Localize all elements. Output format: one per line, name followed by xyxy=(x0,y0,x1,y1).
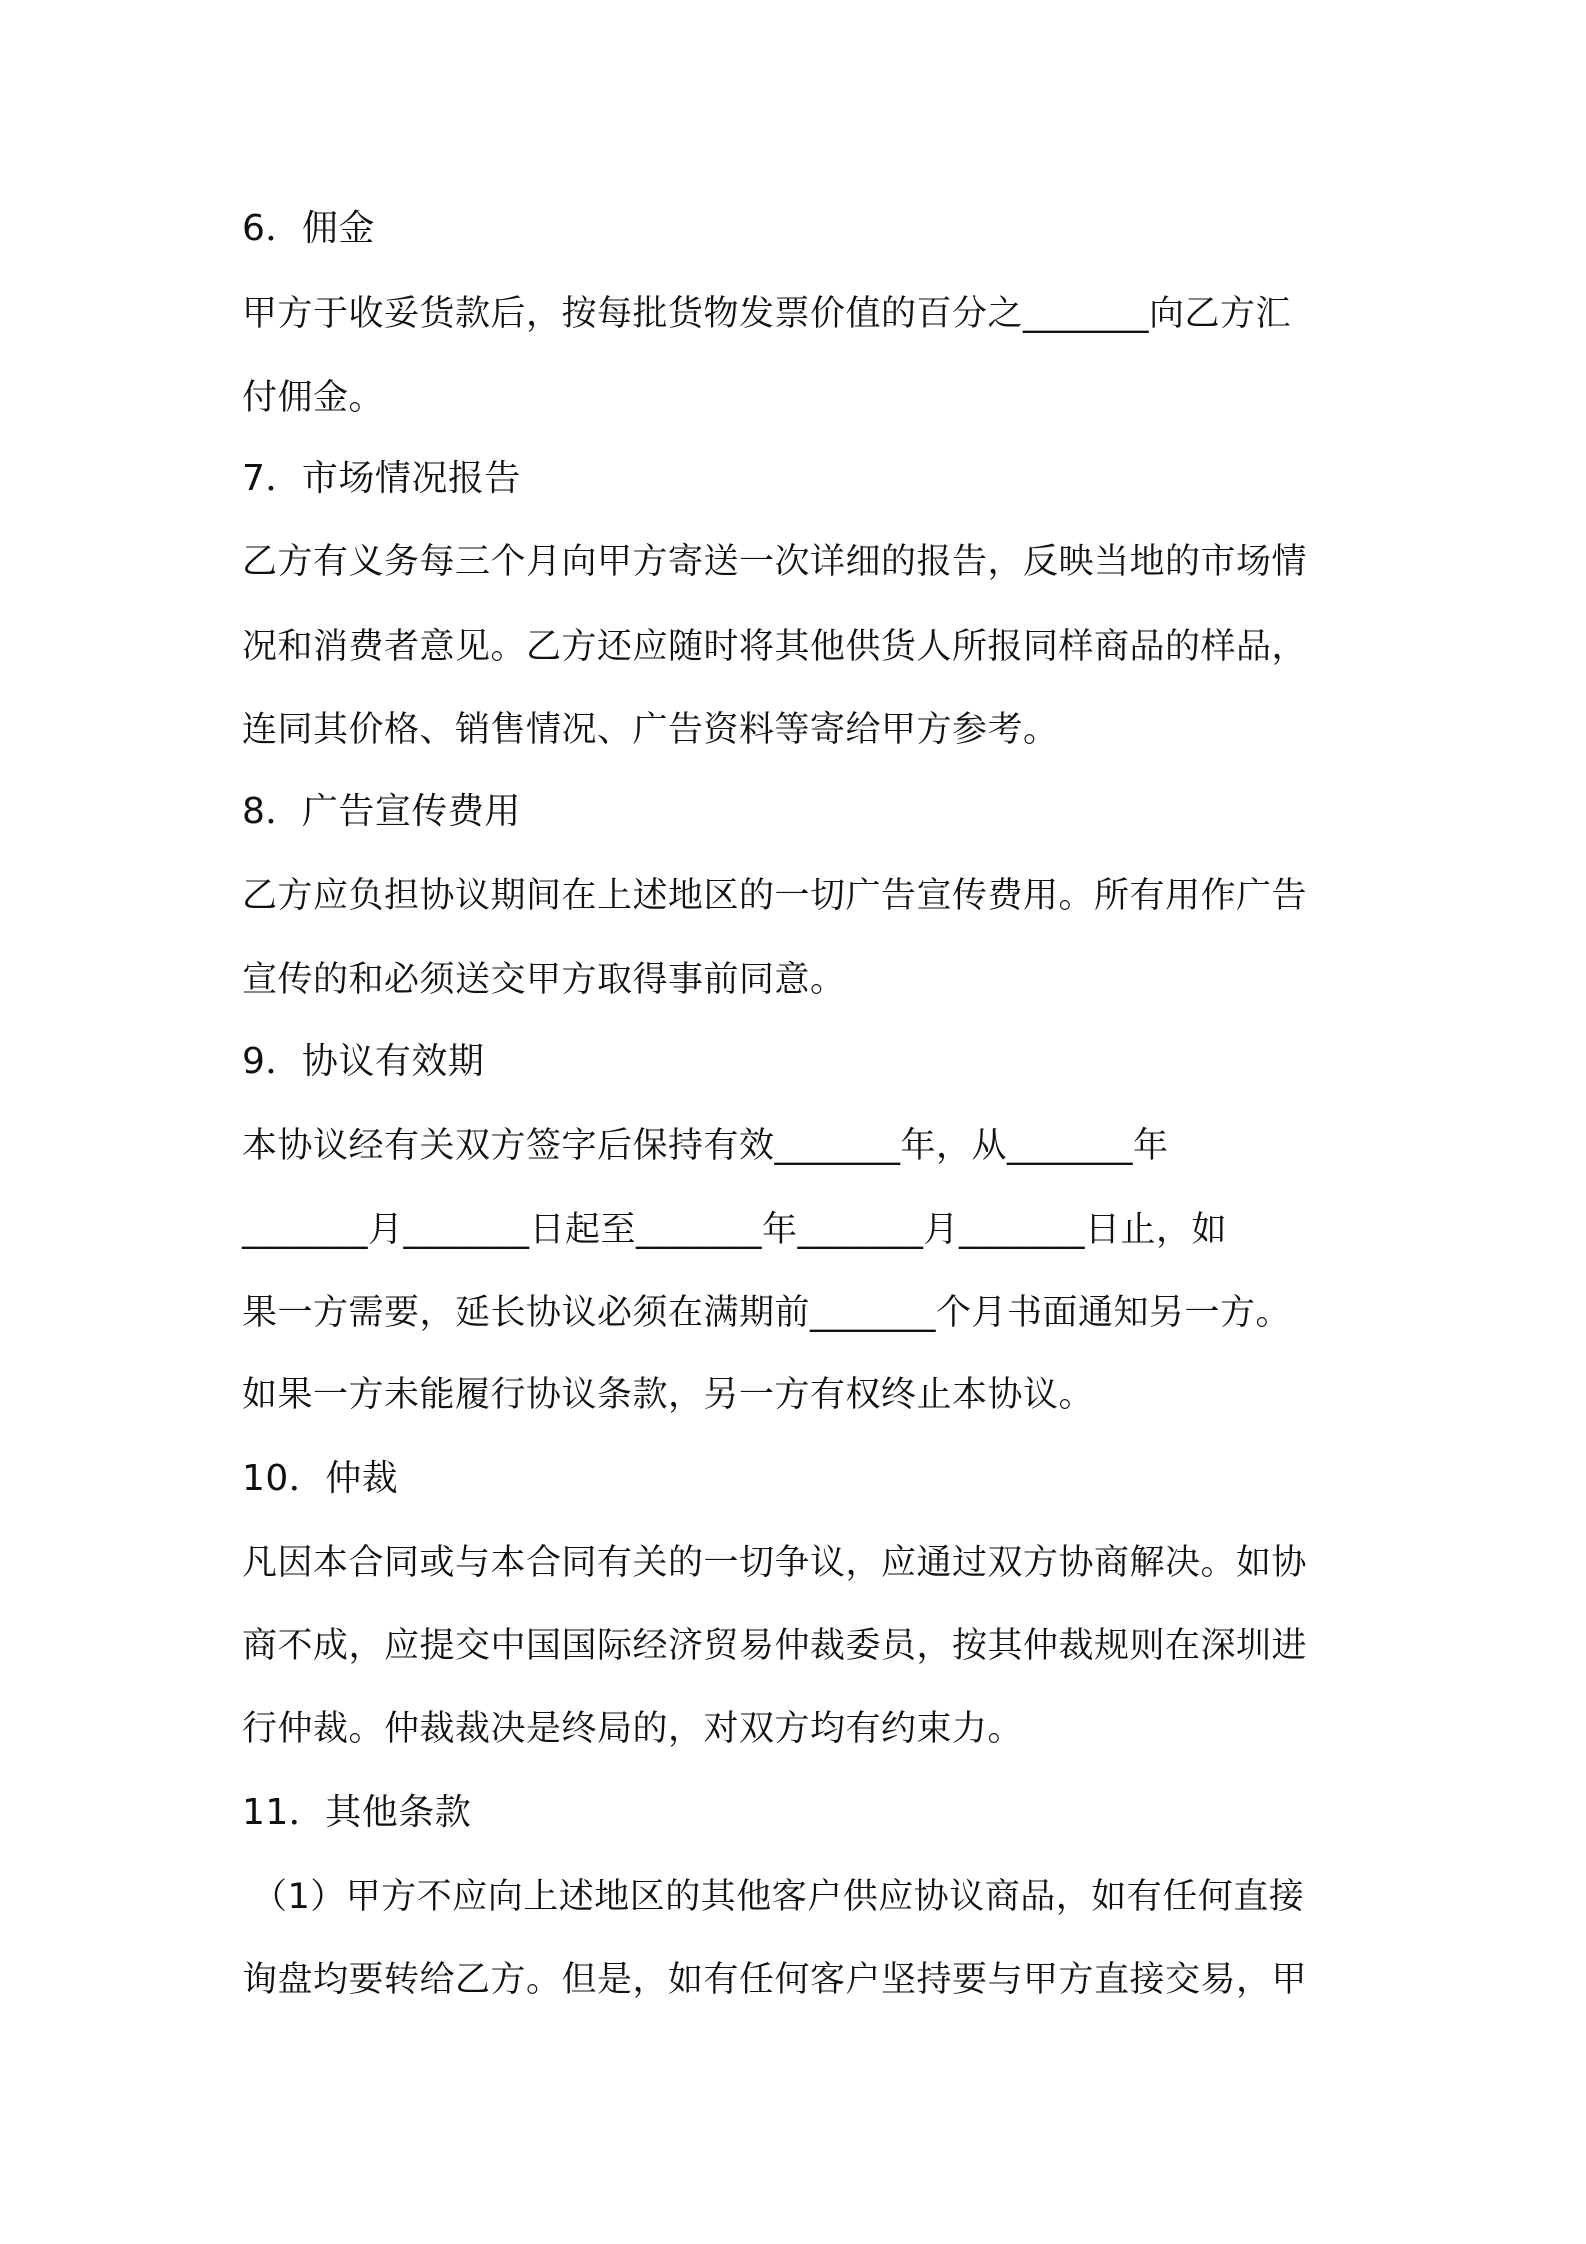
paragraph-line: 询盘均要转给乙方。但是，如有任何客户坚持要与甲方直接交易，甲 xyxy=(242,1960,1308,2000)
paragraph-line: 如果一方未能履行协议条款，另一方有权终止本协议。 xyxy=(242,1375,1095,1415)
paragraph-line: 本协议经有关双方签字后保持有效_______年，从_______年 xyxy=(242,1126,1169,1166)
section-heading-validity: 9．协议有效期 xyxy=(242,1041,485,1082)
paragraph-line: 果一方需要，延长协议必须在满期前_______个月书面通知另一方。 xyxy=(242,1293,1292,1333)
paragraph-line: 凡因本合同或与本合同有关的一切争议，应通过双方协商解决。如协 xyxy=(242,1543,1308,1583)
paragraph-line: 乙方有义务每三个月向甲方寄送一次详细的报告，反映当地的市场情 xyxy=(242,542,1308,582)
section-heading-market-report: 7．市场情况报告 xyxy=(242,458,521,499)
paragraph-line: 乙方应负担协议期间在上述地区的一切广告宣传费用。所有用作广告 xyxy=(242,876,1308,916)
section-heading-commission: 6．佣金 xyxy=(242,208,375,249)
section-heading-arbitration: 10．仲裁 xyxy=(242,1458,399,1499)
paragraph-line: 行仲裁。仲裁裁决是终局的，对双方均有约束力。 xyxy=(242,1709,1024,1749)
paragraph-line: 连同其价格、销售情况、广告资料等寄给甲方参考。 xyxy=(242,710,1059,750)
paragraph-line: 商不成，应提交中国国际经济贸易仲裁委员，按其仲裁规则在深圳进 xyxy=(242,1626,1308,1666)
paragraph-line: 甲方于收妥货款后，按每批货物发票价值的百分之_______向乙方汇 xyxy=(242,294,1292,334)
paragraph-line: _______月_______日起至_______年_______月_______日止，如 xyxy=(242,1210,1228,1250)
paragraph-line: 宣传的和必须送交甲方取得事前同意。 xyxy=(242,960,846,1000)
paragraph-line: 况和消费者意见。乙方还应随时将其他供货人所报同样商品的样品， xyxy=(242,627,1308,667)
section-heading-advertising: 8．广告宣传费用 xyxy=(242,791,521,832)
paragraph-line: （1）甲方不应向上述地区的其他客户供应协议商品，如有任何直接 xyxy=(252,1877,1305,1917)
section-heading-other-terms: 11．其他条款 xyxy=(242,1792,472,1833)
paragraph-line: 付佣金。 xyxy=(242,378,385,418)
